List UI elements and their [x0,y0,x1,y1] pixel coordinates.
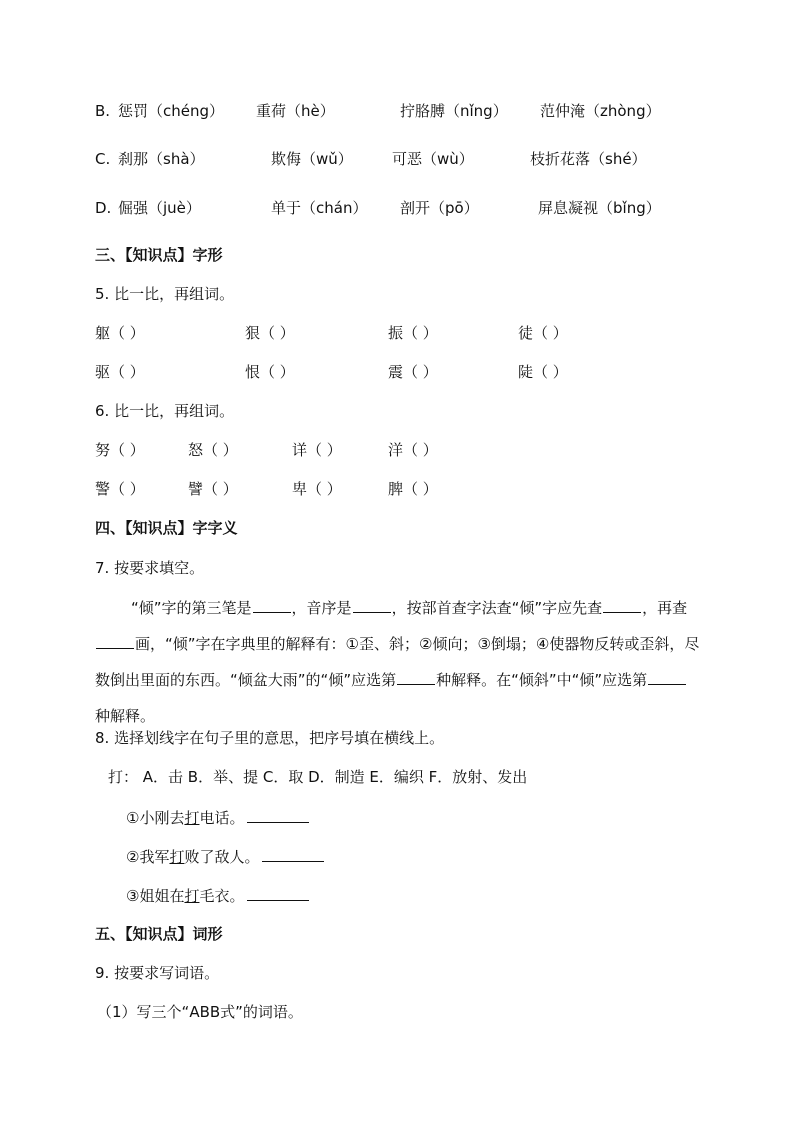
word-pair-cell: 躯（ ） [95,324,145,342]
answer-line[interactable] [247,806,309,823]
word-pair-cell: 恨（ ） [245,363,295,381]
option-item: 屏息凝视（bǐng） [538,199,661,217]
word-pair-cell: 狠（ ） [245,324,295,342]
question-9-stem: 9. 按要求写词语。 [95,964,220,982]
question-7-stem: 7. 按要求填空。 [95,559,205,577]
word-pair-cell: 怒（ ） [188,441,238,459]
word-pair-cell: 振（ ） [388,324,438,342]
option-label: C. [95,150,111,168]
word-pair-cell: 陡（ ） [518,363,568,381]
fill-blank[interactable] [603,597,641,613]
option-item: 欺侮（wǔ） [271,150,353,168]
question-6-stem: 6. 比一比，再组词。 [95,402,235,420]
section-heading-4: 四、【知识点】字字义 [95,519,238,537]
option-label: B. [95,102,111,120]
word-pair-cell: 譬（ ） [188,480,238,498]
answer-line[interactable] [262,845,324,862]
q8-options: 打： A．击 B．举、提 C．取 D．制造 E．编织 F．放射、发出 [108,768,528,786]
option-item: 剖开（pō） [400,199,479,217]
word-pair-cell: 洋（ ） [388,441,438,459]
option-item: 倔强（juè） [118,199,201,217]
fill-blank[interactable] [397,669,435,685]
underlined-char: 打 [169,848,185,866]
underlined-char: 打 [184,809,200,827]
fill-blank[interactable] [648,669,686,685]
question-8-stem: 8. 选择划线字在句子里的意思，把序号填在横线上。 [95,729,445,747]
option-label: D. [95,199,112,217]
underlined-char: 打 [184,887,200,905]
word-pair-cell: 驱（ ） [95,363,145,381]
option-item: 刹那（shà） [118,150,205,168]
option-item: 重荷（hè） [256,102,335,120]
section-heading-3: 三、【知识点】字形 [95,246,223,264]
q8-sentence-2: ②我军打败了敌人。 [126,845,324,868]
question-9-sub-1: （1）写三个“ABB式”的词语。 [97,1003,303,1021]
word-pair-cell: 震（ ） [388,363,438,381]
option-item: 惩罚（chéng） [118,102,225,120]
option-item: 范仲淹（zhòng） [540,102,661,120]
option-item: 可恶（wù） [392,150,474,168]
word-pair-cell: 详（ ） [292,441,342,459]
fill-blank[interactable] [253,597,291,613]
question-7-paragraph: “倾”字的第三笔是 ，音序是 ，按部首查字法查“倾”字应先查 ，再查画，“倾”字在字典里的解释有：①歪、斜；②倾向；③倒塌；④使器物反转或歪斜，尽数倒出里面的东西。“倾盆大雨”的“倾”应选第 种解释。在“倾斜”中“倾”应选第种解释。 [95,599,700,725]
fill-blank[interactable] [353,597,391,613]
q8-sentence-1: ①小刚去打电话。 [126,806,309,829]
option-item: 拧胳膊（nǐng） [400,102,508,120]
q8-sentence-3: ③姐姐在打毛衣。 [126,884,309,907]
option-item: 单于（chán） [271,199,368,217]
word-pair-cell: 警（ ） [95,480,145,498]
answer-line[interactable] [247,884,309,901]
option-item: 枝折花落（shé） [530,150,647,168]
word-pair-cell: 努（ ） [95,441,145,459]
word-pair-cell: 徒（ ） [518,324,568,342]
word-pair-cell: 卑（ ） [292,480,342,498]
fill-blank[interactable] [96,633,134,649]
word-pair-cell: 脾（ ） [388,480,438,498]
section-heading-5: 五、【知识点】词形 [95,925,223,943]
question-5-stem: 5. 比一比，再组词。 [95,285,235,303]
